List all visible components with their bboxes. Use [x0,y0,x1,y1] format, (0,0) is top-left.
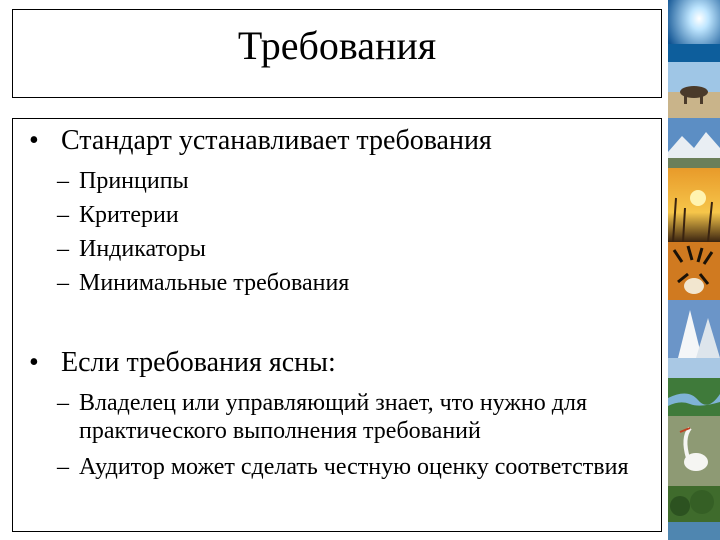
sub-bullet-dash: – [57,270,69,296]
content-placeholder [12,118,662,532]
sub-bullet-dash: – [57,168,69,194]
sunset-grass-photo [668,168,720,242]
bullet-dot: • [29,347,39,378]
sun-over-water-photo [668,0,720,62]
bullet-dot: • [29,125,39,156]
sub-bullet-dash: – [57,454,69,480]
river-valley-photo [668,358,720,416]
animal-on-beach-photo [668,62,720,118]
sub-bullet-dash: – [57,236,69,262]
photo-strip [668,0,720,540]
tiger-photo [668,242,720,300]
sub-bullet-text: Аудитор может сделать честную оценку соответствия [79,454,629,480]
bullet-text: Стандарт устанавливает требования [61,125,492,156]
forest-coast-photo [668,486,720,540]
sub-bullet-dash: – [57,390,69,416]
sub-bullet-text: Минимальные требования [79,270,350,296]
sub-bullet-text: Принципы [79,168,189,194]
bullet-text: Если требования ясны: [61,347,336,378]
title-placeholder [12,9,662,98]
slide-title: Требования [237,23,437,68]
snowy-mountains-photo [668,118,720,168]
white-bird-photo [668,416,720,486]
sub-bullet-text: Критерии [79,202,179,228]
sub-bullet-text: Индикаторы [79,236,206,262]
snowy-trees-photo [668,300,720,358]
sub-bullet-text: Владелец или управляющий знает, что нужно для практического выполнения требований [79,390,587,444]
sub-bullet-dash: – [57,202,69,228]
